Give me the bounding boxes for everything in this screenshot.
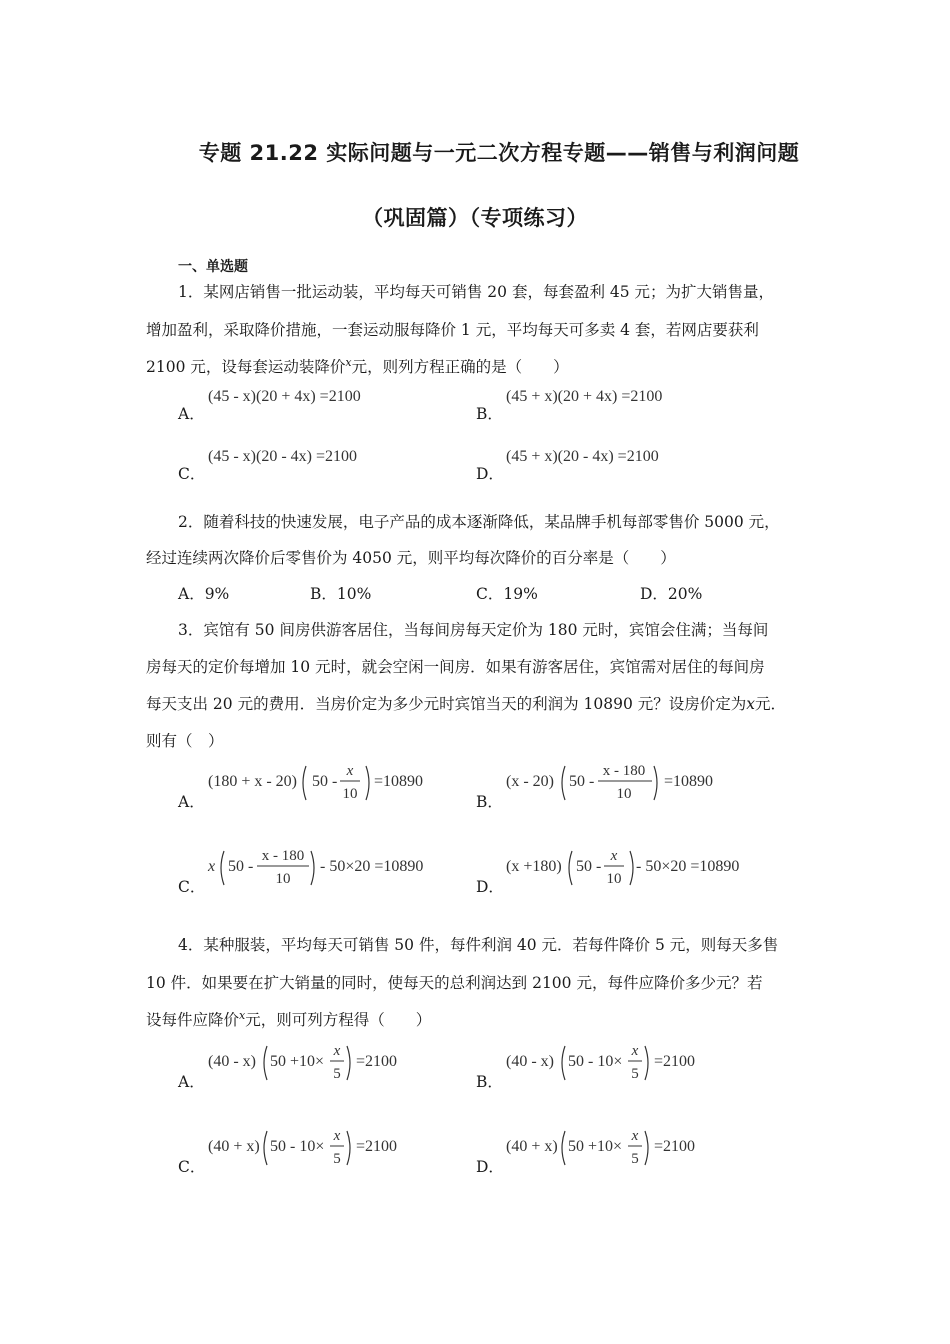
- q1-var: x: [345, 355, 352, 369]
- q1-option-a-label[interactable]: A．: [178, 405, 205, 423]
- q3c-num: x - 180: [261, 848, 305, 864]
- q4-option-c-equation: [208, 1125, 428, 1176]
- page-title: 专题 21.22 实际问题与一元二次方程专题——销售与利润问题: [198, 141, 800, 165]
- q1-option-d-label[interactable]: D．: [476, 465, 504, 483]
- q1-option-a-equation: (45 - x)(20 + 4x) =2100: [208, 388, 361, 405]
- q2-option-d[interactable]: D．20%: [640, 585, 703, 603]
- q3-var: x: [746, 695, 755, 713]
- q3b-inner: 50 -: [569, 773, 595, 790]
- q4b-inner: 50 - 10×: [568, 1053, 623, 1070]
- q4b-num: x: [631, 1043, 639, 1059]
- q4-option-d-label[interactable]: D．: [476, 1158, 504, 1176]
- q3d-den: 10: [606, 871, 622, 887]
- q3d-pre: (x +180): [506, 858, 562, 875]
- q4a-inner: 50 +10×: [270, 1053, 325, 1070]
- q1-line3-b: 元，则列方程正确的是（ ）: [351, 358, 569, 376]
- q4a-den: 5: [333, 1066, 341, 1082]
- q4-option-a-equation: [208, 1040, 428, 1091]
- q3-line1: 3．宾馆有 50 间房供游客居住，当每间房每天定价为 180 元时，宾馆会住满；当每间: [178, 621, 769, 639]
- q2-line1: 2．随着科技的快速发展，电子产品的成本逐渐降低，某品牌手机每部零售价 5000 元，: [178, 513, 780, 531]
- q2-option-a[interactable]: A．9%: [178, 585, 230, 603]
- q3a-pre: (180 + x - 20): [208, 773, 298, 790]
- q3c-inner: 50 -: [228, 858, 254, 875]
- q1-line2: 增加盈利，采取降价措施，一套运动服每降价 1 元，平均每天可多卖 4 套，若网店要获利: [146, 321, 759, 339]
- q3-option-c-equation: [208, 845, 448, 896]
- q3a-num: x: [346, 763, 354, 779]
- q4a-num: x: [333, 1043, 341, 1059]
- q1-line1: 1．某网店销售一批运动装，平均每天可销售 20 套，每套盈利 45 元；为扩大销售量，: [178, 283, 775, 301]
- q1-option-d-equation: (45 + x)(20 - 4x) =2100: [506, 448, 659, 465]
- q4-line3: [146, 1008, 431, 1030]
- q3c-post: - 50×20 =10890: [320, 858, 424, 875]
- q3-option-c-label[interactable]: C．: [178, 878, 206, 896]
- q4b-pre: (40 - x): [506, 1053, 554, 1070]
- q4-line1: 4．某种服装，平均每天可销售 50 件，每件利润 40 元．若每件降价 5 元，则每天多售: [178, 936, 779, 954]
- q4d-post: =2100: [654, 1138, 696, 1155]
- q4-line3-a: 设每件应降价: [146, 1011, 240, 1029]
- q4-option-c-label[interactable]: C．: [178, 1158, 206, 1176]
- q1-line3: [146, 355, 569, 377]
- q3b-num: x - 180: [602, 763, 646, 779]
- q4-line2: 10 件．如果要在扩大销量的同时，使每天的总利润达到 2100 元，每件应降价多少元？若: [146, 974, 763, 992]
- q3b-pre: (x - 20): [506, 773, 554, 790]
- q1-line3-a: 2100 元，设每套运动装降价: [146, 358, 346, 376]
- q1-option-c-equation: (45 - x)(20 - 4x) =2100: [208, 448, 357, 465]
- q4-option-a-label[interactable]: A．: [178, 1073, 205, 1091]
- q1-option-c-label[interactable]: C．: [178, 465, 206, 483]
- q3-option-d-equation: [506, 845, 756, 896]
- q4b-den: 5: [631, 1066, 639, 1082]
- q4c-inner: 50 - 10×: [270, 1138, 325, 1155]
- q2-option-c[interactable]: C．19%: [476, 585, 538, 603]
- q4d-den: 5: [631, 1151, 639, 1167]
- q1-option-b-equation: (45 + x)(20 + 4x) =2100: [506, 388, 663, 405]
- q3d-inner: 50 -: [576, 858, 602, 875]
- q4c-den: 5: [333, 1151, 341, 1167]
- q4-line3-b: 元，则可列方程得（ ）: [245, 1011, 432, 1029]
- q1-option-b-label[interactable]: B．: [476, 405, 503, 423]
- q4d-inner: 50 +10×: [568, 1138, 623, 1155]
- q4b-post: =2100: [654, 1053, 696, 1070]
- q3-option-b-label[interactable]: B．: [476, 793, 503, 811]
- q4a-pre: (40 - x): [208, 1053, 256, 1070]
- q3-option-d-label[interactable]: D．: [476, 878, 504, 896]
- q3-line3-b: 元．: [755, 695, 787, 713]
- q4a-post: =2100: [356, 1053, 398, 1070]
- q3-line4: 则有（ ）: [146, 732, 224, 750]
- q3-option-a-label[interactable]: A．: [178, 793, 205, 811]
- q3d-num: x: [610, 848, 618, 864]
- q3c-den: 10: [275, 871, 291, 887]
- q3a-post: =10890: [374, 773, 424, 790]
- q4-var: x: [239, 1008, 246, 1022]
- q3b-post: =10890: [664, 773, 714, 790]
- q3-option-b-equation: [506, 760, 736, 811]
- q3-line3-a: 每天支出 20 元的费用．当房价定为多少元时宾馆当天的利润为 10890 元？设房价定为: [146, 695, 747, 713]
- q2-option-b[interactable]: B．10%: [310, 585, 372, 603]
- q4-option-b-equation: [506, 1040, 726, 1091]
- q4d-num: x: [631, 1128, 639, 1144]
- q3-line2: 房每天的定价每增加 10 元时，就会空闲一间房．如果有游客居住，宾馆需对居住的每间房: [146, 658, 765, 676]
- q3a-den: 10: [342, 786, 358, 802]
- section-heading: 一、单选题: [178, 259, 248, 275]
- q4c-num: x: [333, 1128, 341, 1144]
- page-subtitle: （巩固篇）（专项练习）: [362, 206, 588, 230]
- q3-line3: [146, 692, 786, 714]
- q4-option-d-equation: [506, 1125, 726, 1176]
- q3-option-a-equation: [208, 760, 448, 811]
- q4c-post: =2100: [356, 1138, 398, 1155]
- q4c-pre: (40 + x): [208, 1138, 260, 1155]
- q3a-inner: 50 -: [312, 773, 338, 790]
- q3b-den: 10: [616, 786, 632, 802]
- q3c-pre: x: [208, 858, 216, 875]
- q2-line2: 经过连续两次降价后零售价为 4050 元，则平均每次降价的百分率是（ ）: [146, 549, 676, 567]
- q3d-post: - 50×20 =10890: [636, 858, 740, 875]
- q4d-pre: (40 + x): [506, 1138, 558, 1155]
- q4-option-b-label[interactable]: B．: [476, 1073, 503, 1091]
